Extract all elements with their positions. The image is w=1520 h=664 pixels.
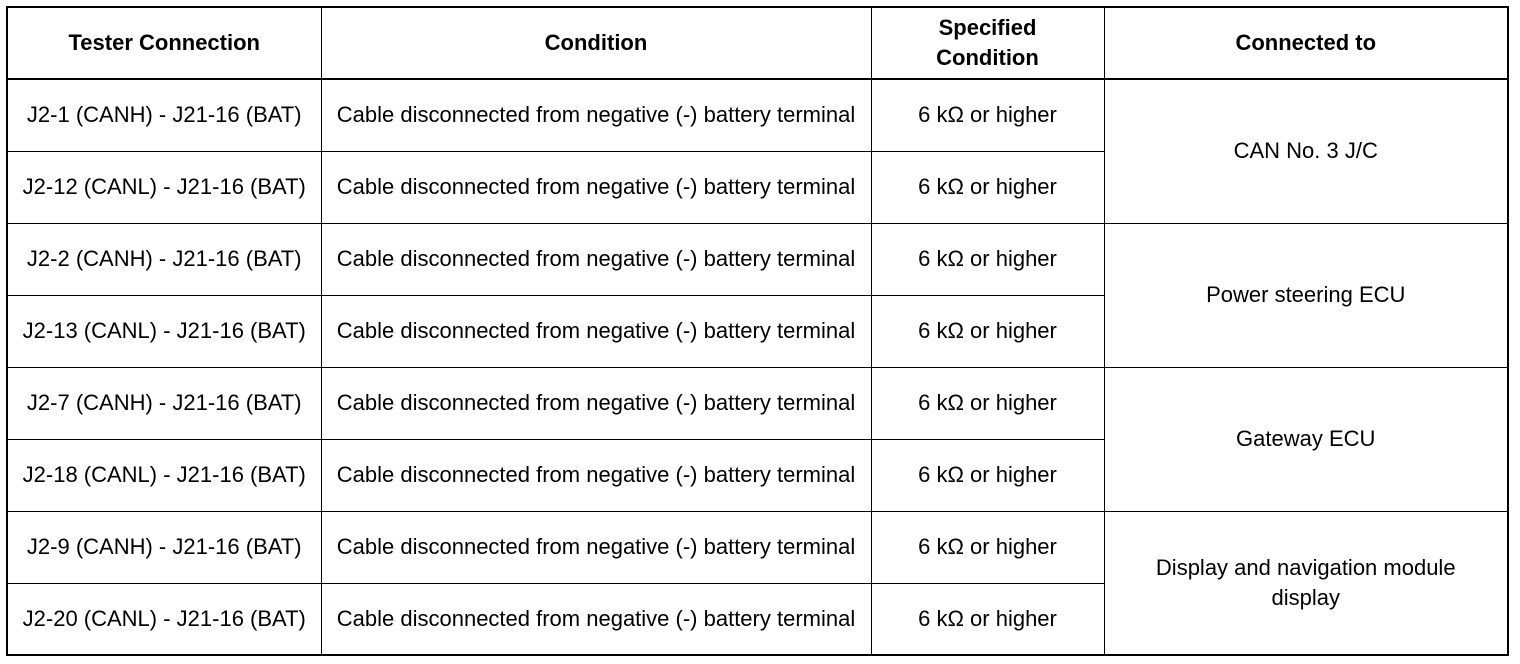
- specified-condition-cell: 6 kΩ or higher: [871, 223, 1104, 295]
- header-tester-connection: Tester Connection: [7, 7, 321, 79]
- specified-condition-cell: 6 kΩ or higher: [871, 583, 1104, 655]
- header-specified-condition-label: Specified Condition: [936, 15, 1039, 70]
- condition-cell: Cable disconnected from negative (-) battery terminal: [321, 79, 871, 151]
- condition-cell: Cable disconnected from negative (-) battery terminal: [321, 583, 871, 655]
- table-row: [7, 367, 1508, 439]
- condition-cell: Cable disconnected from negative (-) battery terminal: [321, 151, 871, 223]
- condition-cell: Cable disconnected from negative (-) battery terminal: [321, 511, 871, 583]
- table-row: [7, 223, 1508, 295]
- tester-connection-cell: J2-20 (CANL) - J21-16 (BAT): [7, 583, 321, 655]
- tester-connection-cell: J2-12 (CANL) - J21-16 (BAT): [7, 151, 321, 223]
- header-connected-to: Connected to: [1104, 7, 1508, 79]
- tester-connection-cell: J2-2 (CANH) - J21-16 (BAT): [7, 223, 321, 295]
- condition-cell: Cable disconnected from negative (-) battery terminal: [321, 223, 871, 295]
- tester-connection-cell: J2-13 (CANL) - J21-16 (BAT): [7, 295, 321, 367]
- tester-connection-cell: J2-1 (CANH) - J21-16 (BAT): [7, 79, 321, 151]
- specified-condition-cell: 6 kΩ or higher: [871, 511, 1104, 583]
- header-condition: Condition: [321, 7, 871, 79]
- tester-connection-cell: J2-9 (CANH) - J21-16 (BAT): [7, 511, 321, 583]
- condition-cell: Cable disconnected from negative (-) battery terminal: [321, 295, 871, 367]
- table-header-row: [7, 7, 1508, 79]
- specification-table: [6, 6, 1509, 656]
- connected-to-cell: Display and navigation module display: [1104, 511, 1508, 655]
- connected-to-cell: Gateway ECU: [1104, 367, 1508, 511]
- condition-cell: Cable disconnected from negative (-) battery terminal: [321, 367, 871, 439]
- connected-to-cell: CAN No. 3 J/C: [1104, 79, 1508, 223]
- tester-connection-cell: J2-7 (CANH) - J21-16 (BAT): [7, 367, 321, 439]
- table-row: [7, 79, 1508, 151]
- connected-to-cell: Power steering ECU: [1104, 223, 1508, 367]
- specified-condition-cell: 6 kΩ or higher: [871, 295, 1104, 367]
- condition-cell: Cable disconnected from negative (-) battery terminal: [321, 439, 871, 511]
- specified-condition-cell: 6 kΩ or higher: [871, 439, 1104, 511]
- tester-connection-cell: J2-18 (CANL) - J21-16 (BAT): [7, 439, 321, 511]
- header-specified-condition: [871, 7, 1104, 79]
- specified-condition-cell: 6 kΩ or higher: [871, 151, 1104, 223]
- specified-condition-cell: 6 kΩ or higher: [871, 367, 1104, 439]
- table-row: [7, 511, 1508, 583]
- specified-condition-cell: 6 kΩ or higher: [871, 79, 1104, 151]
